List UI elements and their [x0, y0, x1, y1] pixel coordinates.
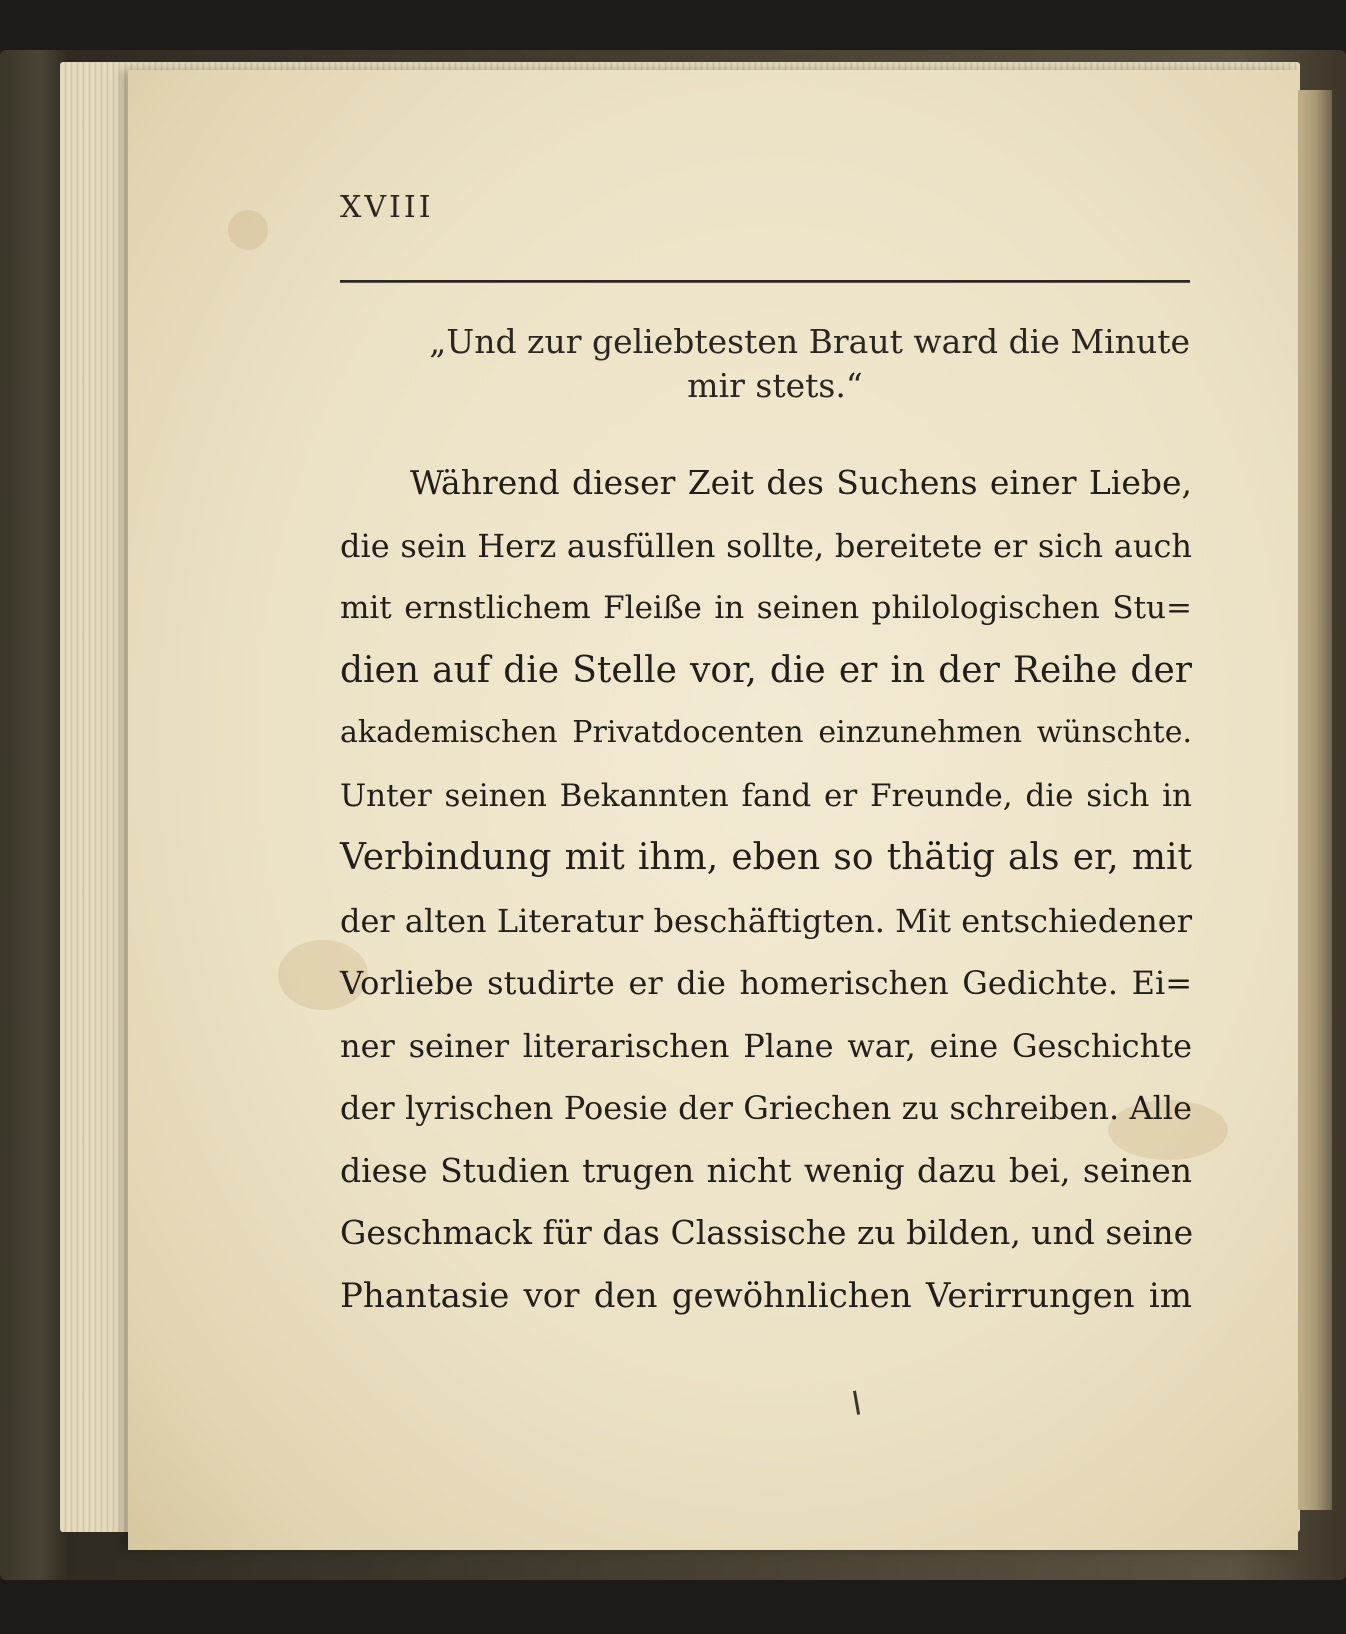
quote-line: mir stets.“	[687, 366, 863, 405]
paper-stain	[228, 210, 268, 250]
text-line: die sein Herz ausfüllen sollte, bereitete er sich auch	[340, 526, 1192, 565]
text-line: Phantasie vor den gewöhnlichen Verirrungen im	[340, 1275, 1192, 1316]
text-line: ner seiner literarischen Plane war, eine Geschichte	[340, 1026, 1192, 1065]
text-line: Vorliebe studirte er die homerischen Gedichte. Ei=	[340, 964, 1192, 1002]
text-line: akademischen Privatdocenten einzunehmen wünschte.	[340, 715, 1192, 750]
text-line: Unter seinen Bekannten fand er Freunde, die sich in	[340, 777, 1192, 814]
quote-line: „Und zur geliebtesten Braut ward die Minute	[429, 322, 1190, 361]
text-line: der lyrischen Poesie der Griechen zu schreiben. Alle	[340, 1089, 1192, 1127]
text-line: mit ernstlichem Fleiße in seinen philologischen Stu=	[340, 590, 1192, 626]
header-rule	[340, 280, 1190, 283]
text-line: Geschmack für das Classische zu bilden, und seine	[340, 1213, 1194, 1252]
text-line: diese Studien trugen nicht wenig dazu bei, seinen	[340, 1150, 1192, 1190]
page-number: XVIII	[340, 190, 434, 225]
text-line: der alten Literatur beschäftigten. Mit entschiedener	[340, 901, 1192, 940]
facing-page-edge	[1292, 90, 1332, 1510]
text-line: Verbindung mit ihm, eben so thätig als er, mit	[340, 837, 1192, 878]
body-paragraph	[340, 452, 1192, 1327]
text-line: dien auf die Stelle vor, die er in der Reihe der	[340, 649, 1192, 691]
text-line: Während dieser Zeit des Suchens einer Liebe,	[410, 463, 1192, 502]
verse-quote	[340, 320, 1190, 408]
